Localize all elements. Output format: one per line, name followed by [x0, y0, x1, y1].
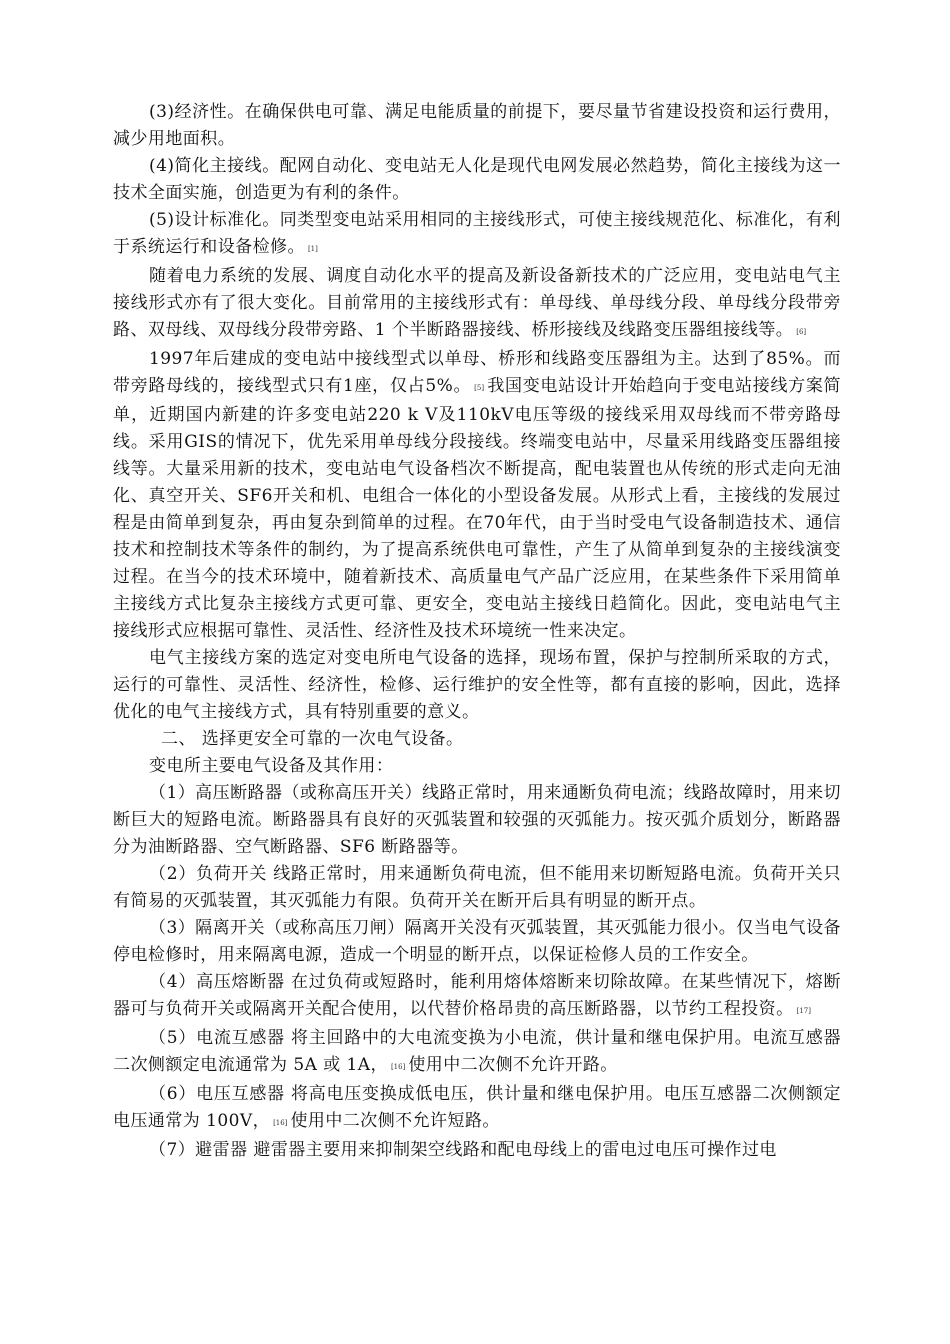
paragraph-text: 二、 选择更安全可靠的一次电气设备。	[161, 729, 464, 749]
document-body	[113, 99, 841, 1164]
body-paragraph	[113, 207, 841, 263]
paragraph-text: （3）隔离开关（或称高压刀闸）隔离开关没有灭弧装置，其灭弧能力很小。仅当电气设备停电检修时，用来隔离电源，造成一个明显的断开点，以保证检修人员的工作安全。	[113, 918, 841, 965]
paragraph-text: 电气主接线方案的选定对变电所电气设备的选择，现场布置，保护与控制所采取的方式，运行的可靠性、灵活性、经济性，检修、运行维护的安全性等，都有直接的影响，因此，选择优化的电气主接线方式，具有特别重要的意义。	[113, 648, 841, 722]
body-paragraph	[113, 1025, 841, 1081]
body-paragraph	[113, 915, 841, 969]
body-paragraph	[113, 1081, 841, 1137]
paragraph-text: (4)简化主接线。配网自动化、变电站无人化是现代电网发展必然趋势，简化主接线为这一技术全面实施，创造更为有利的条件。	[113, 156, 841, 203]
citation-marker: [1]	[307, 245, 318, 253]
paragraph-text: （4）高压熔断器 在过负荷或短路时，能利用熔体熔断来切除故障。在某些情况下，熔断器可与负荷开关或隔离开关配合使用，以代替价格昂贵的高压断路器，以节约工程投资。	[113, 972, 841, 1019]
body-paragraph	[113, 753, 841, 780]
body-paragraph	[113, 263, 841, 346]
citation-marker: [6]	[796, 328, 807, 336]
paragraph-text: 使用中二次侧不允许开路。	[408, 1055, 618, 1075]
body-paragraph	[113, 969, 841, 1025]
paragraph-text: （7）避雷器 避雷器主要用来抑制架空线路和配电母线上的雷电过电压可操作过电	[149, 1140, 777, 1160]
citation-marker: [5]	[474, 384, 485, 392]
body-paragraph	[113, 1137, 841, 1164]
paragraph-text: 我国变电站设计开始趋向于变电站接线方案简单，近期国内新建的许多变电站220 k V及110kV电压等级的接线采用双母线而不带旁路母线。采用GIS的情况下，优先采用单母线分段接线。终端变电站中，尽量采用线路变压器组接线等。大量采用新的技术，变电站电气设备档次不断提高，配电装置也从传统的形式走向无油化、真空开关、SF6开关和机、电组合一体化的小型设备发展。从形式上看，主接线的发展过程是由简单到复杂，再由复杂到简单的过程。在70年代，由于当时受电气设备制造技术、通信技术和控制技术等条件的制约，为了提高系统供电可靠性，产生了从简单到复杂的主接线演变过程。在当今的技术环境中，随着新技术、高质量电气产品广泛应用，在某些条件下采用简单主接线方式比复杂主接线方式更可靠、更安全，变电站主接线日趋简化。因此，变电站电气主接线形式应根据可靠性、灵活性、经济性及技术环境统一性来决定。	[113, 376, 841, 641]
paragraph-text: （2）负荷开关 线路正常时，用来通断负荷电流，但不能用来切断短路电流。负荷开关只有简易的灭弧装置，其灭弧能力有限。负荷开关在断开后具有明显的断开点。	[113, 864, 841, 911]
body-paragraph	[113, 153, 841, 207]
body-paragraph	[113, 99, 841, 153]
body-paragraph	[113, 645, 841, 726]
body-paragraph	[113, 346, 841, 645]
paragraph-text: （1）高压断路器（或称高压开关）线路正常时，用来通断负荷电流；线路故障时，用来切断巨大的短路电流。断路器具有良好的灭弧装置和较强的灭弧能力。按灭弧介质划分，断路器分为油断路器、空气断路器、SF6 断路器等。	[113, 783, 841, 857]
citation-marker: [16]	[390, 1063, 406, 1071]
paragraph-text: （5）电流互感器 将主回路中的大电流变换为小电流，供计量和继电保护用。电流互感器二次侧额定电流通常为 5A 或 1A，	[113, 1028, 841, 1075]
citation-marker: [17]	[796, 1007, 811, 1015]
paragraph-text: 变电所主要电气设备及其作用：	[149, 756, 394, 776]
section-heading	[113, 726, 841, 753]
paragraph-text: (3)经济性。在确保供电可靠、满足电能质量的前提下，要尽量节省建设投资和运行费用，减少用地面积。	[113, 102, 841, 149]
paragraph-text: (5)设计标准化。同类型变电站采用相同的主接线形式，可使主接线规范化、标准化，有利于系统运行和设备检修。	[113, 210, 841, 257]
body-paragraph	[113, 780, 841, 861]
paragraph-text: 使用中二次侧不允许短路。	[290, 1111, 500, 1131]
paragraph-text: 1997年后建成的变电站中接线型式以单母、桥形和线路变压器组为主。达到了85%。而带旁路母线的，接线型式只有1座，仅占5%。	[113, 349, 841, 396]
paragraph-text: （6）电压互感器 将高电压变换成低电压，供计量和继电保护用。电压互感器二次侧额定电压通常为 100V，	[113, 1084, 841, 1131]
citation-marker: [16]	[273, 1119, 288, 1127]
body-paragraph	[113, 861, 841, 915]
paragraph-text: 随着电力系统的发展、调度自动化水平的提高及新设备新技术的广泛应用，变电站电气主接线形式亦有了很大变化。目前常用的主接线形式有：单母线、单母线分段、单母线分段带旁路、双母线、双母线分段带旁路、1 个半断路器接线、桥形接线及线路变压器组接线等。	[113, 266, 841, 340]
